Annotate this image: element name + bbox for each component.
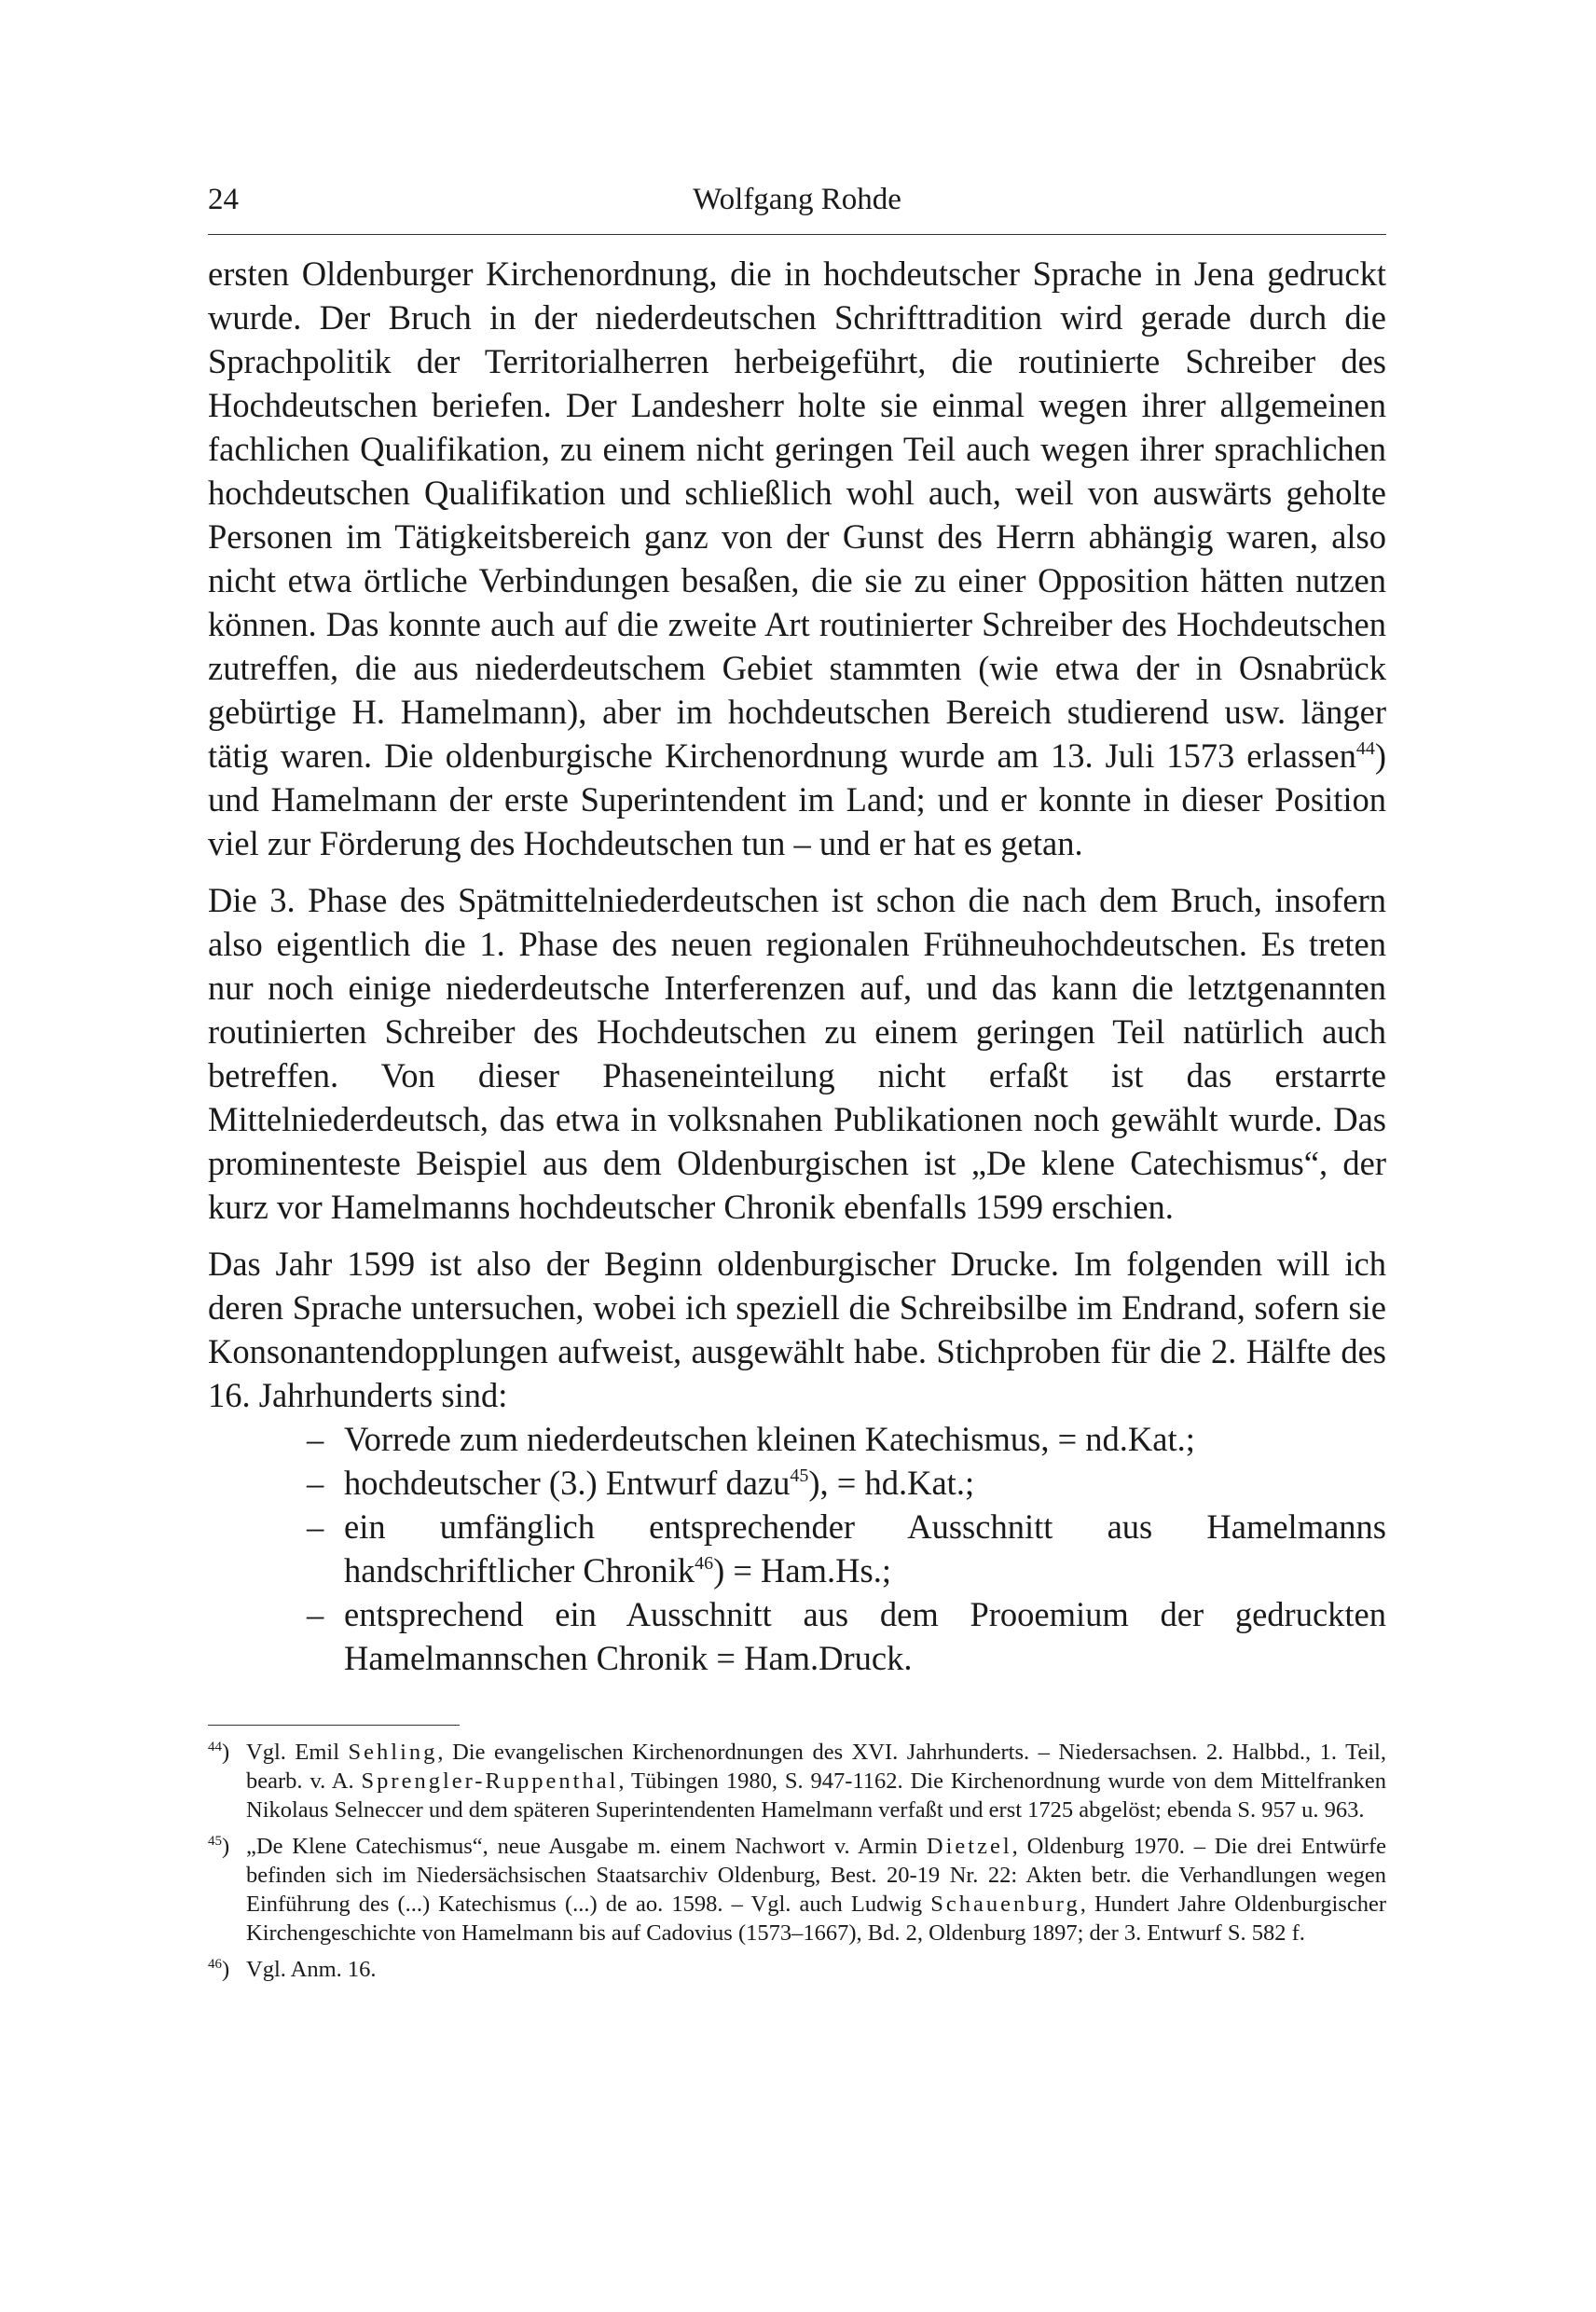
paragraph-3: Das Jahr 1599 ist also der Beginn oldenburgischer Drucke. Im folgenden will ich deren Sprache untersuchen, wobei ich speziell die Schreibsilbe im Endrand, sofern sie Konsonantendopplungen aufweist, ausgewählt habe. Stichproben für die 2. Hälfte des 16. Jahrhunderts sind: xyxy=(208,1245,1386,1414)
main-text xyxy=(208,252,1386,1680)
footnote-number: 46 xyxy=(208,1957,222,1972)
list-dash: – xyxy=(307,1507,324,1546)
list-dash: – xyxy=(307,1464,324,1502)
list-item xyxy=(208,1592,1386,1680)
list-item-text: ein umfänglich entsprechender Ausschnitt aus Hamelmanns handschriftlicher Chronik$^{46}$) = Ham.Hs.; xyxy=(344,1507,1386,1590)
footnote-text: Vgl. Emil Sehling, Die evangelischen Kirchenordnungen des XVI. Jahrhunderts. – Niedersachsen. 2. Halbbd., 1. Teil, bearb. v. A. Sprengler-Ruppenthal, Tübingen 1980, S. 947-1162. Die Kirchenordnung wurde von dem Mittelfranken Nikolaus Selneccer und dem späteren Superintendenten Hamelmann verfaßt und erst 1725 abgelöst; ebenda S. 957 u. 963. xyxy=(246,1740,1386,1823)
footnote-mark: $^{45}$) xyxy=(208,1834,230,1859)
footnote-number: 45 xyxy=(208,1834,222,1849)
footnote-44 xyxy=(208,1738,1386,1824)
page-header xyxy=(208,183,1386,229)
page-number: 24 xyxy=(208,183,239,216)
footnote-text: „De Klene Catechismus“, neue Ausgabe m. einem Nachwort v. Armin Dietzel, Oldenburg 1970. – Die drei Entwürfe befinden sich im Niedersächsischen Staatsarchiv Oldenburg, Best. 20-19 Nr. 22: Akten betr. die Verhandlungen wegen Einführung des (...) Katechismus (...) de ao. 1598. – Vgl. auch Ludwig Schauenburg, Hundert Jahre Oldenburgischer Kirchengeschichte von Hamelmann bis auf Cadovius (1573–1667), Bd. 2, Oldenburg 1897; der 3. Entwurf S. 582 f. xyxy=(246,1834,1386,1946)
list-item xyxy=(208,1461,1386,1505)
author-name: Schauenburg xyxy=(930,1892,1080,1917)
author-name: Dietzel xyxy=(926,1834,1012,1859)
header-rule xyxy=(208,234,1386,235)
footnote-mark: $^{44}$) xyxy=(208,1740,230,1765)
list-item xyxy=(208,1505,1386,1592)
footnote-45 xyxy=(208,1832,1386,1947)
list-item-text: hochdeutscher (3.) Entwurf dazu$^{45}$), = hd.Kat.; xyxy=(344,1464,975,1502)
list-item-text: entsprechend ein Ausschnitt aus dem Prooemium der gedruckten Hamelmannschen Chronik = Ham.Druck. xyxy=(344,1595,1386,1677)
list-item xyxy=(208,1417,1386,1461)
list-dash: – xyxy=(307,1420,324,1458)
running-head: Wolfgang Rohde xyxy=(693,183,901,216)
footnote-reference: 46 xyxy=(695,1553,714,1574)
paragraph-1: ersten Oldenburger Kirchenordnung, die in hochdeutscher Sprache in Jena gedruckt wurde. Der Bruch in der niederdeutschen Schrifttradition wird gerade durch die Sprachpolitik der Territorialherren herbeigeführt, die routinierte Schreiber des Hochdeutschen beriefen. Der Landesherr holte sie einmal wegen ihrer allgemeinen fachlichen Qualifikation, zu einem nicht geringen Teil auch wegen ihrer sprachlichen hochdeutschen Qualifikation und schließlich wohl auch, weil von auswärts geholte Personen im Tätigkeitsbereich ganz von der Gunst des Herrn abhängig waren, also nicht etwa örtliche Verbindungen besaßen, die sie zu einer Opposition hätten nutzen können. Das konnte auch auf die zweite Art routinierter Schreiber des Hochdeutschen zutreffen, die aus niederdeutschem Gebiet stammten (wie etwa der in Osnabrück gebürtige H. Hamelmann), aber im hochdeutschen Bereich studierend usw. länger tätig waren. Die oldenburgische Kirchenordnung wurde am 13. Juli 1573 erlassen$^{44}$) und Hamelmann der erste Superintendent im Land; und er konnte in dieser Position viel zur Förderung des Hochdeutschen tun – und er hat es getan. xyxy=(208,255,1386,862)
footnote-number: 44 xyxy=(208,1740,222,1755)
list-dash: – xyxy=(307,1595,324,1633)
footnote-mark: $^{46}$) xyxy=(208,1957,230,1982)
paragraph-2: Die 3. Phase des Spätmittelniederdeutschen ist schon die nach dem Bruch, insofern also eigentlich die 1. Phase des neuen regionalen Frühneuhochdeutschen. Es treten nur noch einige niederdeutsche Interferenzen auf, und das kann die letztgenannten routinierten Schreiber des Hochdeutschen zu einem geringen Teil natürlich auch betreffen. Von dieser Phaseneinteilung nicht erfaßt ist das erstarrte Mittelniederdeutsch, das etwa in volksnahen Publikationen noch gewählt wurde. Das prominenteste Beispiel aus dem Oldenburgischen ist „De klene Catechismus“, der kurz vor Hamelmanns hochdeutscher Chronik ebenfalls 1599 erschien. xyxy=(208,881,1386,1226)
footnote-text: Vgl. Anm. 16. xyxy=(246,1957,377,1982)
sample-list xyxy=(208,1417,1386,1680)
list-item-text: Vorrede zum niederdeutschen kleinen Katechismus, = nd.Kat.; xyxy=(344,1420,1195,1458)
author-name: Sprengler-Ruppenthal xyxy=(361,1768,619,1794)
footnote-46 xyxy=(208,1955,1386,1984)
footnotes xyxy=(208,1738,1386,1991)
footnote-reference: 44 xyxy=(1355,738,1375,759)
footnote-rule xyxy=(208,1725,460,1726)
author-name: Sehling xyxy=(348,1740,438,1765)
footnote-reference: 45 xyxy=(790,1466,809,1486)
